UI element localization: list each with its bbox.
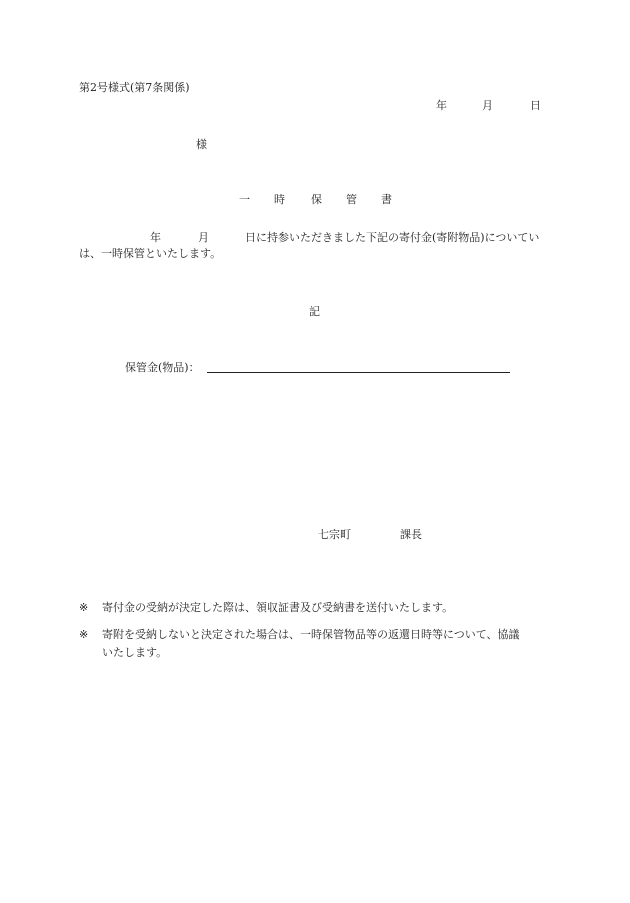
addressee-suffix: 様 — [196, 138, 207, 151]
date-year-label: 年 — [436, 99, 447, 112]
note-text: 寄附を受納しないと決定された場合は、一時保管物品等の返還日時等について、協議 — [102, 628, 520, 641]
title-char: 時 — [274, 193, 285, 206]
ki-heading: 記 — [309, 305, 320, 318]
title-char: 一 — [239, 193, 250, 206]
date-day-label: 日 — [530, 99, 541, 112]
note-text: 寄付金の受納が決定した際は、領収証書及び受納書を送付いたします。 — [102, 601, 454, 614]
issuer-town: 七宗町 — [318, 528, 351, 541]
title-char: 保 — [311, 193, 322, 206]
body-year-label: 年 — [150, 231, 161, 244]
item-label: 保管金(物品)： — [125, 361, 200, 374]
body-month-label: 月 — [198, 231, 209, 244]
title-char: 書 — [381, 193, 392, 206]
item-underline — [207, 372, 510, 373]
title-char: 管 — [346, 193, 357, 206]
body-line-1: 日に持参いただきました下記の寄付金(寄附物品)についてい — [245, 231, 540, 244]
note-text-continued: いたします。 — [102, 646, 168, 659]
body-line-2: は、一時保管といたします。 — [79, 247, 222, 260]
note-mark: ※ — [79, 601, 89, 614]
form-number-label: 第2号様式(第7条関係) — [79, 81, 190, 94]
issuer-title: 課長 — [400, 528, 422, 541]
date-month-label: 月 — [482, 99, 493, 112]
note-mark: ※ — [79, 628, 89, 641]
